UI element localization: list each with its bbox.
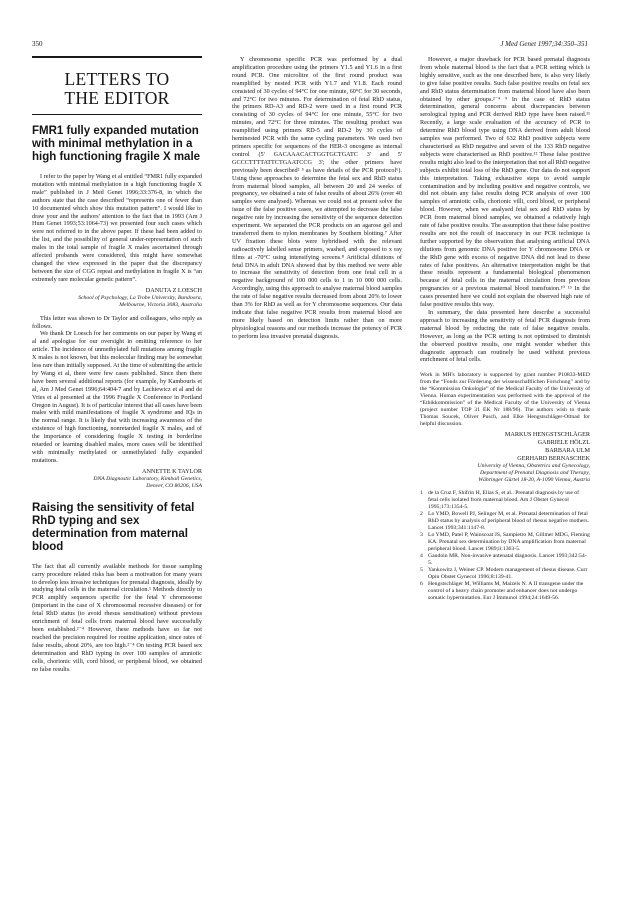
letter2-paragraph: In summary, the data presented here describe a successful approach to increasing the sensitivity of fetal PCR diagnosis from maternal blood by reducing the rate of false negative results. However, as long as the PCR setting is not optimised to diminish the observed positive results, one might wonder whether this diagnostic approach can routinely be used without previous enrichment of fetal cells. [420, 309, 590, 364]
reference-item: 2 Lo YMD, Bowell PJ, Selinger M, et al. Prenatal determination of fetal RhD status by analysis of peripheral blood of rhesus negative mothers. Lancet 1993;341:1147-8. [420, 510, 589, 531]
letter1-author: DANUTA Z LOESCH [145, 286, 202, 294]
reference-list [420, 490, 590, 602]
letter2-authors [420, 431, 590, 463]
journal-citation: J Med Genet 1997;34:350–351 [500, 40, 588, 48]
letter1-affiliation [32, 295, 202, 309]
letter1-title: FMR1 fully expanded mutation with minimal methylation in a high functioning fragile X male [32, 125, 201, 163]
letter1-reply-paragraph: We thank Dr Loesch for her comments on our paper by Wang et al and apologise for our oversight in omitting reference to her article. The incidence of unmethylated full mutations among fragile X males is not known, but this molecular finding may be somewhat less rare than initially supposed. At the time of submitting the article by Wang et al, there were few cases published. Since then there have been several additional reports (for example, by Kambouris et al, Am J Med Genet 1996;64:404-7 and by Lachiewicz et al and de Vries et al presented at the 1996 Fragile X Conference in Portland Oregon in August). It is of particular interest that all cases have been males with mild manifestations of fragile X syndrome and IQs in the normal range. It is likely that with increasing awareness of the existence of high functioning, nonretarded fragile X males, and of the importance of considering fragile X testing in borderline retarded or learning disabled males, more cases will be identified with minimally methylated or unmethylated fully expanded mutations. [32, 330, 202, 464]
letter1-reply-affiliation-line: Denver, CO 80206, USA [146, 482, 202, 489]
section-title [32, 56, 202, 115]
letter1-reply-affiliation-line: DNA Diagnostic Laboratory, Kimball Genetics, [93, 475, 202, 482]
reference-item: 3 Lo YMD, Patel P, Wainscoat JS, Sampietro M, Gillmer MDG, Fleming KA. Prenatal sex determination by DNA amplification from maternal peripheral blood. Lancet 1989;ii:1363-5. [420, 531, 590, 552]
letter2-affiliation-line: University of Vienna, Obstetrics and Gynecology, [477, 462, 590, 469]
column-1 [32, 56, 202, 833]
letter2-author: GERHARD BERNASCHEK [517, 455, 590, 463]
letter1-affiliation-line: Melbourne, Victoria 3083, Australia [119, 301, 202, 308]
section-title-line-1: LETTERS TO [64, 69, 170, 89]
section-title-line-2: THE EDITOR [64, 88, 170, 108]
letter2-affiliation [420, 463, 590, 484]
letter1-reply-author: ANNETTE K TAYLOR [142, 467, 202, 475]
letter2-paragraph: Y chromosome specific PCR was performed by a dual amplification procedure using the primers Y1.5 and Y1.6 in a first round PCR. One microlitre of the first round product was reamplified by nested PCR with Y1.7 and Y1.8. Each round consisted of 30 cycles of 94°C for one minute, 60°C for 30 seconds, and 72°C for two minutes. For determination of fetal RhD status, the primers RD-A3 and RD-2 were used in a first round PCR consisting of 30 cycles of 94°C for one minute, 55°C for two minutes, and 72°C for three minutes. The resulting product was reamplified using primers RD-5 and RD-2 by 30 cycles of heminested PCR with the same cycling parameters. We used two primers specific for sequences of the HER-3 oncogene as internal control (5' GACAAACACTGGTGCTGATC 3' and 5' GCCCTTTTATTCTGAATCCG 3'; the other primers have previously been described² ⁵ as have details of the PCR protocol⁶). Using these approaches to determine the fetal sex and RhD status from maternal blood samples, all between 20 and 24 weeks of pregnancy, we obtained a rate of false results of about 26% (over 40 samples were analysed). Whereas we could not at present solve the issue of the false positive cases, we attempted to decrease the false negative rate by increasing the sensitivity of the sequence detection experiment. We separated the PCR products on an agarose gel and transferred them to nylon membranes by Southern blotting.⁷ After UV fixation these blots were hybridised with the relevant radioactively labelled sense primers, washed, and exposed to x ray films at -70°C using intensifying screens.⁸ Artificial dilutions of fetal DNA in adult DNA showed that by this method we were able to increase the sensitivity of detection from one fetal cell in a negative background of 100 000 cells to 1 in 10 000 000 cells. Accordingly, using this approach to analyse maternal blood samples the rate of false negative results decreased from about 20% to lower than 3% for RhD as well as for Y chromosome sequences. Our data indicate that false negative PCR results from maternal blood are more likely based on detection limits rather than on more physiological reasons and our methods increase the potency of PCR to perform less invasive prenatal diagnosis. [232, 56, 402, 340]
letter2-affiliation-line: Department of Prenatal Diagnosis and Therapy, [479, 469, 590, 476]
reference-item: 6 Hengstschläger M, Williams M, Maizels N. A II transgene under the control of a heavy chain promoter and enhancer does not undergo somatic hypermutation. Eur J Immunol 1994;24:1649-56. [420, 580, 584, 601]
acknowledgement: Work in MH's laboratory is supported by grant number P10833-MED from the “Fonds zur Förderung der wissenschaftlichen Forschung” and by the “Kommission Onkologie” of the Medical Faculty of the University of Vienna. Human experimentation was performed with the approval of the “Ethikkommission” of the Medical Faculty of the University of Vienna (project number TOP 31 EK Nr 188/96). The authors wish to thank Thomas Soucek, Oliver Pusch, and Elke Hengstschläger-Ottnad for helpful discussion. [420, 372, 590, 428]
letter2-paragraph: However, a major drawback for PCR based prenatal diagnosis from whole maternal blood is the fact that a PCR setting which is highly sensitive, such as the one described here, is also very likely to give false positive results. Such false positive results on fetal sex and RhD status determination from maternal blood have also been obtained by other groups.²⁻⁴ ⁹ In the case of RhD status determination, general concerns about discrepancies between serological typing and PCR derived RhD type have been raised.¹¹ Recently, a large scale evaluation of the accuracy of PCR to determine RhD blood type using DNA derived from adult blood samples was performed. Two of 632 RhD positive subjects were characterised as RhD negative and seven of the 133 RhD negative subjects were characterised as RhD positive.¹² These false positive results might also lead to the interpretation that not all RhD negative subjects exhibit total loss of the RhD gene. Our data do not support this interpretation. Taking exhaustive steps to avoid sample contamination and by including positive and negative controls, we did not obtain any false results doing PCR analysis of over 100 samples of amniotic cells, chorionic villi, cord blood, or peripheral blood. However, when we analysed fetal sex and RhD status by PCR from maternal blood samples, we obtained a relatively high rate of false positive results. The assumption that these false positive results are not the result of inaccuracy in our PCR technique is further supported by the observation that analysing artificial DNA dilutions from genomic DNA positive for Y chromosome DNA or the RhD gene with excess of negative DNA did not lead to these rates of false positives. An alternative interpretation might be that these results represent a fundamental biological phenomenon because of fetal cells in the maternal circulation from previous pregnancies or a previous maternal blood transfusion.¹⁰ ¹³ In the cases presented here we could not explain the observed high rate of false positive results this way. [420, 56, 590, 309]
column-2 [232, 56, 402, 856]
letter1-paragraph: I refer to the paper by Wang et al entitled “FMR1 fully expanded mutation with minimal methylation in a high functioning fragile X male” published in J Med Genet 1996;33:376-8, in which the authors state that the case described “represents one of fewer than 10 documented which show this mutation pattern”. I would like to draw your and the authors' attention to the fact that in 1993 (Am J Hum Genet 1993;53:1064-73) we presented four such cases which were not referred to in the above paper. If these had been added to the list, and the possibility of general under-representation of such males in the total sample of fragile X males ascertained through affected probands were considered, this might have somewhat changed the view expressed in the paper that the discrepancy between the size of CGG repeat and methylation in fragile X is “an extremely rare molecular genetic pattern”. [32, 173, 202, 283]
letter2-title: Raising the sensitivity of fetal RhD typing and sex determination from maternal blood [32, 501, 195, 553]
reference-item: 5 Yankowitz J, Weiner CP. Modern management of rhesus disease. Curr Opin Obstet Gynecol 1996;8:139-41. [420, 566, 588, 580]
reference-item: 4 Gaudoin MR. Non-invasive antenatal diagnosis. Lancet 1993;342:54-5. [420, 552, 587, 566]
reference-item: 1 de la Cruz F, Shifrin H, Elias S, et al.. Prenatal diagnosis by use of fetal cells isolated from maternal blood. Am J Obstet Gynecol 1995;173:1354-5. [420, 489, 580, 510]
letter1-affiliation-line: School of Psychology, La Trobe University, Bundoora, [78, 294, 202, 301]
letter2-author: MARKUS HENGSTSCHLÄGER [504, 431, 590, 439]
letter2-author: GABRIELE HÖLZL [537, 439, 590, 447]
letter1-reply-affiliation [32, 476, 202, 490]
letter2-text-start [32, 563, 202, 833]
column-3 [420, 56, 590, 856]
letter1-reply-intro: This letter was shown to Dr Taylor and colleagues, who reply as follows. [32, 314, 202, 330]
letter2-author: BARBARA ULM [545, 447, 590, 455]
page-number: 350 [32, 40, 43, 48]
letter2-affiliation-line: Währinger Gürtel 18-20, A-1090 Vienna, Austria [478, 476, 590, 483]
letter2-paragraph: The fact that all currently available methods for tissue sampling carry procedure related risks has been a motivation for many years to develop less invasive techniques for prenatal diagnosis, ideally by studying fetal cells in the maternal circulation.¹ Methods directly to PCR amplify sequences specific for the fetal Y chromosome (important in the case of X chromosomal recessive diseases) or for fetal RhD status (to avoid rhesus sensitisation) without previous enrichment of fetal cells from maternal blood have successfully been established.²⁻⁴ However, these methods have so far not reached the precision required for routine application, since rates of false results, about 20%, are too high.²⁻⁴ On testing PCR based sex determination and RhD typing in over 100 samples of amniotic cells, chorionic villi, cord blood, or peripheral blood, we obtained no false results. [32, 562, 202, 673]
